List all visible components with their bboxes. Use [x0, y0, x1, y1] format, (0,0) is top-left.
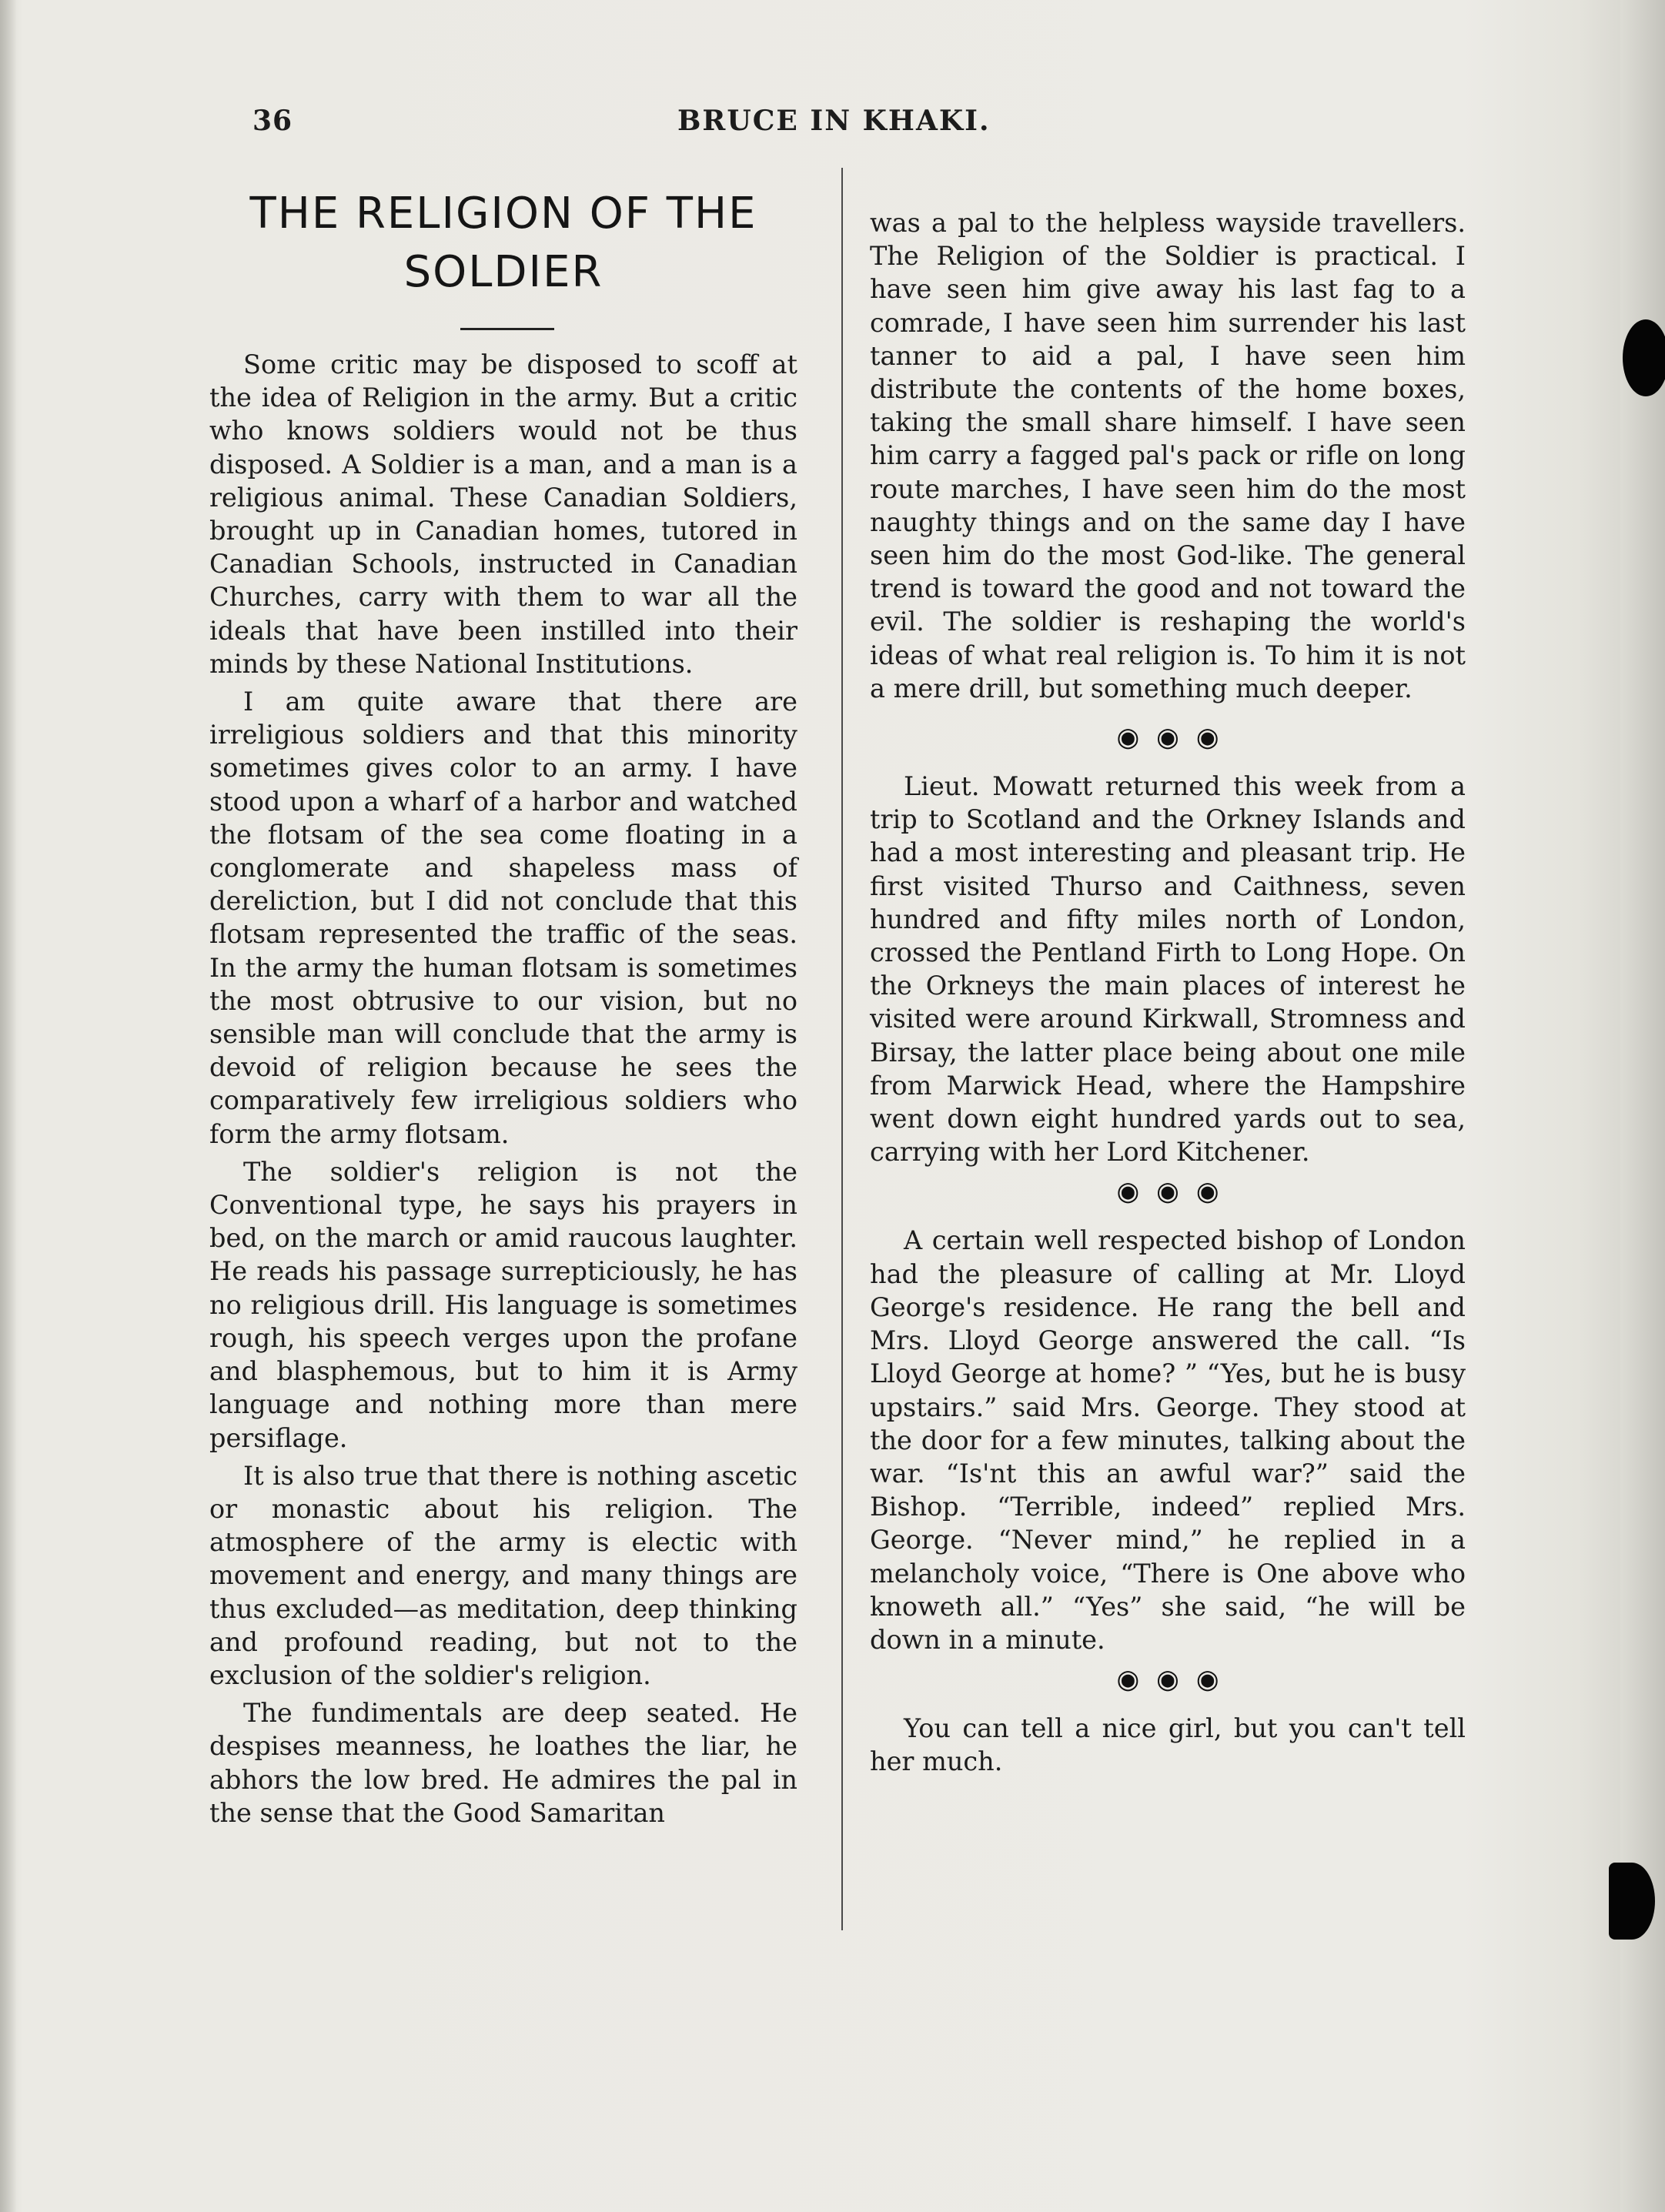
right-column — [870, 206, 1466, 1779]
section-ornament: ◉◉◉ — [1116, 722, 1236, 753]
article-title: THE RELIGION OF THE SOLDIER — [249, 189, 757, 297]
page-number: 36 — [252, 105, 293, 137]
left-column — [209, 348, 797, 1829]
article-paragraph: It is also true that there is nothing ascetic or monastic about his religion. The atmosphere of the army is electic with movement and energy, and many things are thus excluded—as meditation, deep thinking and profound reading, but not to the exclusion of the soldier's religion. — [209, 1460, 797, 1690]
article-paragraph: I am quite aware that there are irreligious soldiers and that this minority sometimes gives color to an army. I have stood upon a wharf of a harbor and watched the flotsam of the sea come floating in a conglomerate and shapeless mass of dereliction, but I did not conclude that this flotsam represented the traffic of the seas. In the army the human flotsam is sometimes the most obtrusive to our vision, but no sensible man will conclude that the army is devoid of religion because he sees the comparatively few irreligious soldiers who form the army flotsam. — [209, 687, 797, 1149]
article-paragraph: Some critic may be disposed to scoff at the idea of Religion in the army. But a critic who knows soldiers would not be thus disposed. A Soldier is a man, and a man is a religious animal. These Canadian Soldiers, brought up in Canadian homes, tutored in Canadian Schools, instructed in Canadian Churches, carry with them to war all the ideals that have been instilled into their minds by these National Institutions. — [209, 349, 797, 679]
binding-shadow — [0, 0, 17, 2212]
article-paragraph: The fundimentals are deep seated. He despises meanness, he loathes the liar, he abhors the low bred. He admires the pal in the sense that the Good Samaritan — [209, 1698, 797, 1828]
news-item: A certain well respected bishop of London had the pleasure of calling at Mr. Lloyd George's residence. He rang the bell and Mrs. Lloyd George answered the call. “Is Lloyd George at home? ” “Yes, but he is busy upstairs.” said Mrs. George. They stood at the door for a few minutes, talking about the war. “Is'nt this an awful war?” said the Bishop. “Terrible, indeed” replied Mrs. George. “Never mind,” he replied in a melancholy voice, “There is One above who knoweth all.” “Yes” she said, “he will be down in a minute. — [870, 1225, 1466, 1655]
section-ornament: ◉◉◉ — [1116, 1176, 1236, 1208]
news-item: Lieut. Mowatt returned this week from a trip to Scotland and the Orkney Islands and had a most interesting and pleasant trip. He first visited Thurso and Caithness, seven hundred and fifty miles north of London, crossed the Pentland Firth to Long Hope. On the Orkneys the main places of interest he visited were around Kirkwall, Stromness and Birsay, the latter place being about one mile from Marwick Head, where the Hampshire went down eight hundred yards out to sea, carrying with her Lord Kitchener. — [870, 771, 1466, 1168]
title-underline — [460, 328, 554, 330]
article-continuation: was a pal to the helpless wayside travellers. The Religion of the Soldier is practical. I have seen him give away his last fag to a comrade, I have seen him surrender his last tanner to aid a pal, I have seen him distribute the contents of the home boxes, taking the small share himself. I have seen him carry a fagged pal's pack or rifle on long route marches, I have seen him do the most naughty things and on the same day I have seen him do the most God-like. The general trend is toward the good and not toward the evil. The soldier is reshaping the world's ideas of what real religion is. To him it is not a mere drill, but something much deeper. — [870, 208, 1466, 703]
punch-hole-top — [1623, 319, 1665, 396]
running-title: BRUCE IN KHAKI. — [677, 105, 991, 137]
section-ornament: ◉◉◉ — [1116, 1664, 1236, 1696]
punch-hole-bottom — [1609, 1863, 1655, 1940]
news-item: You can tell a nice girl, but you can't tell her much. — [870, 1713, 1466, 1777]
page-header — [0, 105, 1665, 151]
column-divider — [841, 168, 843, 1930]
article-paragraph: The soldier's religion is not the Conventional type, he says his prayers in bed, on the march or amid raucous laughter. He reads his passage surrepticiously, he has no religious drill. His language is sometimes rough, his speech verges upon the profane and blasphemous, but to him it is Army language and nothing more than mere persiflage. — [209, 1156, 797, 1453]
